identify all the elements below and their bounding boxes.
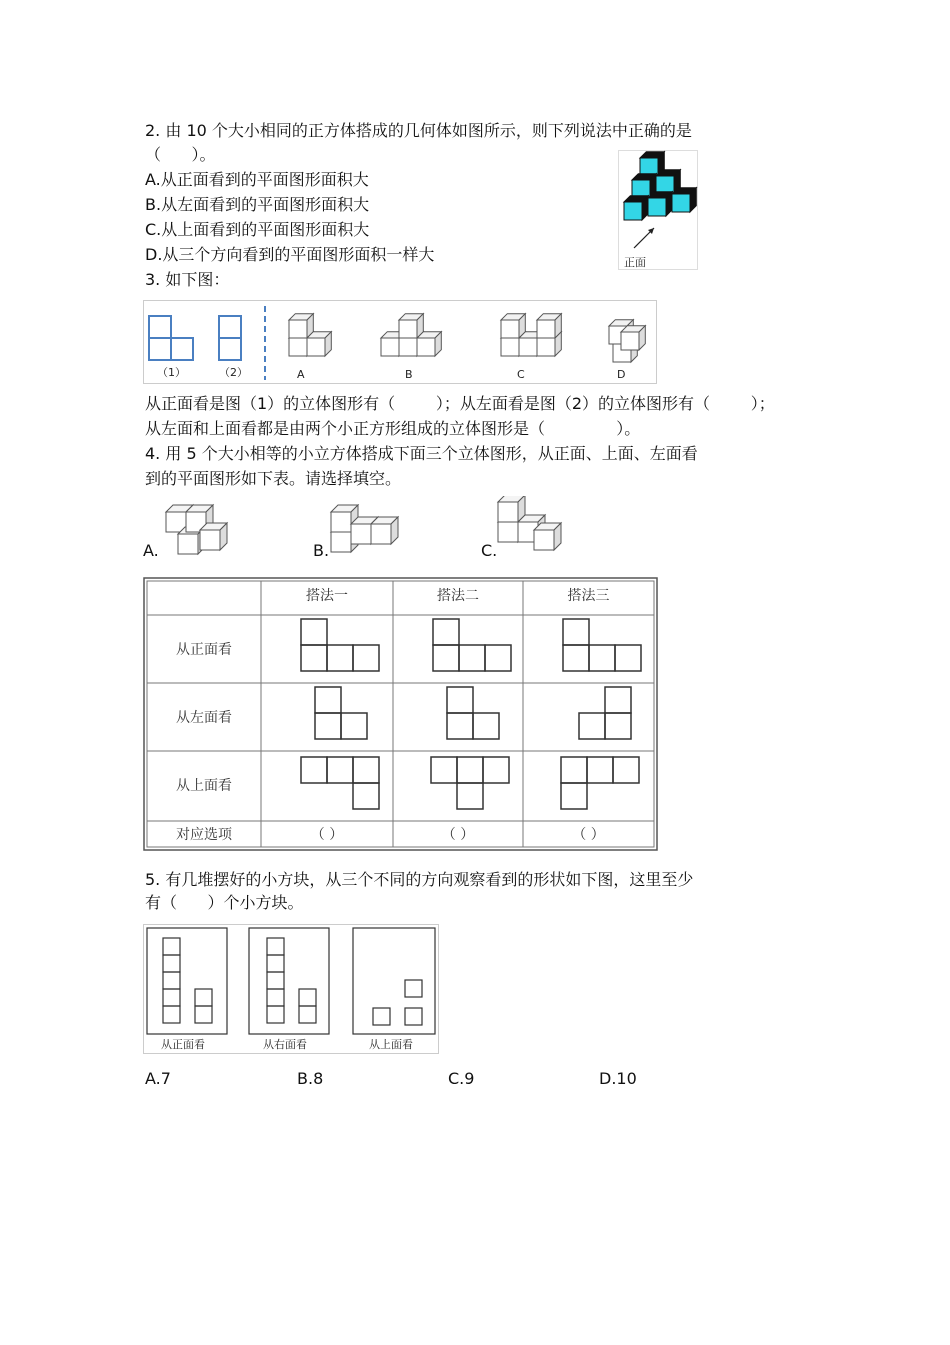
q4-option-b-label: B.	[313, 541, 330, 560]
q4-top-sq	[483, 757, 509, 783]
q4-front-sq	[301, 619, 327, 645]
q5-label-front: 从正面看	[161, 1038, 205, 1051]
q4-top-sq	[561, 757, 587, 783]
q4-front-sq	[459, 645, 485, 671]
q5-front-sq	[195, 989, 212, 1006]
q5-right-sq	[267, 989, 284, 1006]
q4-front-sq	[433, 645, 459, 671]
q5-label-top: 从上面看	[369, 1038, 413, 1051]
q4-option-c-label: C.	[481, 541, 498, 560]
q2-option-d: D.从三个方向看到的平面图形面积一样大	[145, 245, 435, 264]
q2-option-a: A.从正面看到的平面图形面积大	[145, 170, 369, 189]
q5-option-b: B.8	[297, 1069, 324, 1088]
q5-label-right: 从右面看	[263, 1038, 307, 1051]
q4-top-sq	[327, 757, 353, 783]
q4-front-sq	[301, 645, 327, 671]
q4-left-sq	[315, 713, 341, 739]
q4-c-cube	[498, 496, 525, 522]
q4-left-sq	[315, 687, 341, 713]
q2-cube-4	[648, 192, 672, 216]
q4-b-cube	[371, 517, 398, 544]
q4-top-sq	[561, 783, 587, 809]
q5-right-sq	[267, 955, 284, 972]
q4-line2: 到的平面图形如下表。请选择填空。	[145, 469, 402, 488]
q5-front-sq	[163, 989, 180, 1006]
q5-front-frame	[147, 928, 227, 1034]
q5-top-sq	[405, 1008, 422, 1025]
q3-a-cube	[289, 314, 313, 338]
q3-view-1	[149, 316, 193, 360]
q4-row-top: 从上面看	[176, 778, 232, 794]
q4-top-sq	[353, 757, 379, 783]
q2-figure-caption: 正面	[624, 256, 646, 269]
q4-figure-a	[160, 500, 238, 556]
q4-answer-2[interactable]: （ ）	[441, 827, 475, 843]
q4-front-sq	[563, 645, 589, 671]
q4-front-sq	[327, 645, 353, 671]
q4-figure-c	[494, 496, 576, 556]
q4-top-sq	[457, 783, 483, 809]
q5-top-sq	[405, 980, 422, 997]
q2-option-c: C.从上面看到的平面图形面积大	[145, 220, 370, 239]
q5-front-sq	[163, 955, 180, 972]
q4-left-sq	[341, 713, 367, 739]
q5-front-sq	[163, 1006, 180, 1023]
q4-header-3: 搭法三	[567, 588, 610, 604]
q3-b-cube	[399, 314, 423, 338]
q2-cube-stack	[624, 152, 696, 220]
q5-front-sq	[163, 938, 180, 955]
q4-left-sq	[473, 713, 499, 739]
q5-views-figure	[143, 924, 439, 1054]
q3-d-cube	[621, 326, 645, 350]
q4-left-sq	[605, 687, 631, 713]
q4-left-sq	[579, 713, 605, 739]
q4-front-sq	[563, 619, 589, 645]
q4-row-left: 从左面看	[176, 710, 232, 726]
q5-line2: 有（ ）个小方块。	[145, 893, 304, 912]
q4-top-sq	[457, 757, 483, 783]
q4-top-sq	[301, 757, 327, 783]
q4-left-sq	[447, 713, 473, 739]
q5-right-sq	[267, 1006, 284, 1023]
q5-right-sq	[267, 938, 284, 955]
q4-c-cube	[534, 523, 561, 550]
q5-option-a: A.7	[145, 1069, 171, 1088]
q3-label-a: A	[297, 368, 305, 381]
q3-text2: 从左面和上面看都是由两个小正方形组成的立体图形是（ ）。	[145, 419, 641, 438]
q5-right-frame	[249, 928, 329, 1034]
q4-top-sq	[613, 757, 639, 783]
q4-row-answer: 对应选项	[176, 827, 232, 843]
q4-answer-1[interactable]: （ ）	[310, 827, 344, 843]
q2-option-b: B.从左面看到的平面图形面积大	[145, 195, 370, 214]
q4-option-a-label: A.	[143, 541, 159, 560]
q3-label-b: B	[405, 368, 413, 381]
q4-front-sq	[615, 645, 641, 671]
q4-line1: 4. 用 5 个大小相等的小立方体搭成下面三个立体图形，从正面、上面、左面看	[145, 444, 698, 463]
q4-top-sq	[353, 783, 379, 809]
q2-cube-5	[672, 188, 696, 212]
q3-c-cube	[537, 314, 561, 338]
q4-left-sq	[605, 713, 631, 739]
q4-front-sq	[485, 645, 511, 671]
q3-a-cube	[307, 332, 331, 356]
q3-label-1: （1）	[157, 366, 186, 379]
q4-front-sq	[433, 619, 459, 645]
q2-cube-figure	[618, 150, 698, 270]
q4-answer-3[interactable]: （ ）	[572, 827, 605, 843]
q3-figure-strip	[143, 300, 658, 385]
q5-right-sq	[299, 1006, 316, 1023]
q4-front-sq	[589, 645, 615, 671]
q5-front-sq	[163, 972, 180, 989]
q4-left-sq	[447, 687, 473, 713]
q3-view-2	[219, 316, 241, 360]
q4-header-2: 搭法二	[437, 588, 479, 604]
q3-line1: 3. 如下图：	[145, 270, 230, 289]
q4-front-sq	[353, 645, 379, 671]
q3-text1: 从正面看是图（1）的立体图形有（ ）；从左面看是图（2）的立体图形有（ ）；	[145, 394, 775, 413]
q4-table	[143, 577, 658, 851]
q2-line2: （ ）。	[145, 145, 216, 164]
q4-a-cube	[200, 523, 227, 550]
q3-label-c: C	[517, 368, 525, 381]
q4-header-1: 搭法一	[306, 588, 348, 604]
q4-figure-b	[327, 504, 413, 556]
q5-line1: 5. 有几堆摆好的小方块，从三个不同的方向观察看到的形状如下图，这里至少	[145, 870, 694, 889]
q2-cube-3	[624, 196, 648, 220]
q5-right-sq	[299, 989, 316, 1006]
q5-front-sq	[195, 1006, 212, 1023]
q4-row-front: 从正面看	[176, 642, 232, 658]
q5-top-frame	[353, 928, 435, 1034]
q2-line1: 2. 由 10 个大小相同的正方体搭成的几何体如图所示，则下列说法中正确的是	[145, 121, 692, 140]
q5-option-d: D.10	[599, 1069, 637, 1088]
q3-b-cube	[417, 332, 441, 356]
q4-top-sq	[431, 757, 457, 783]
q4-top-sq	[587, 757, 613, 783]
q3-label-2: （2）	[219, 366, 248, 379]
q5-right-sq	[267, 972, 284, 989]
q3-c-cube	[501, 314, 525, 338]
q5-option-c: C.9	[448, 1069, 475, 1088]
q5-top-sq	[373, 1008, 390, 1025]
q3-label-d: D	[617, 368, 626, 381]
